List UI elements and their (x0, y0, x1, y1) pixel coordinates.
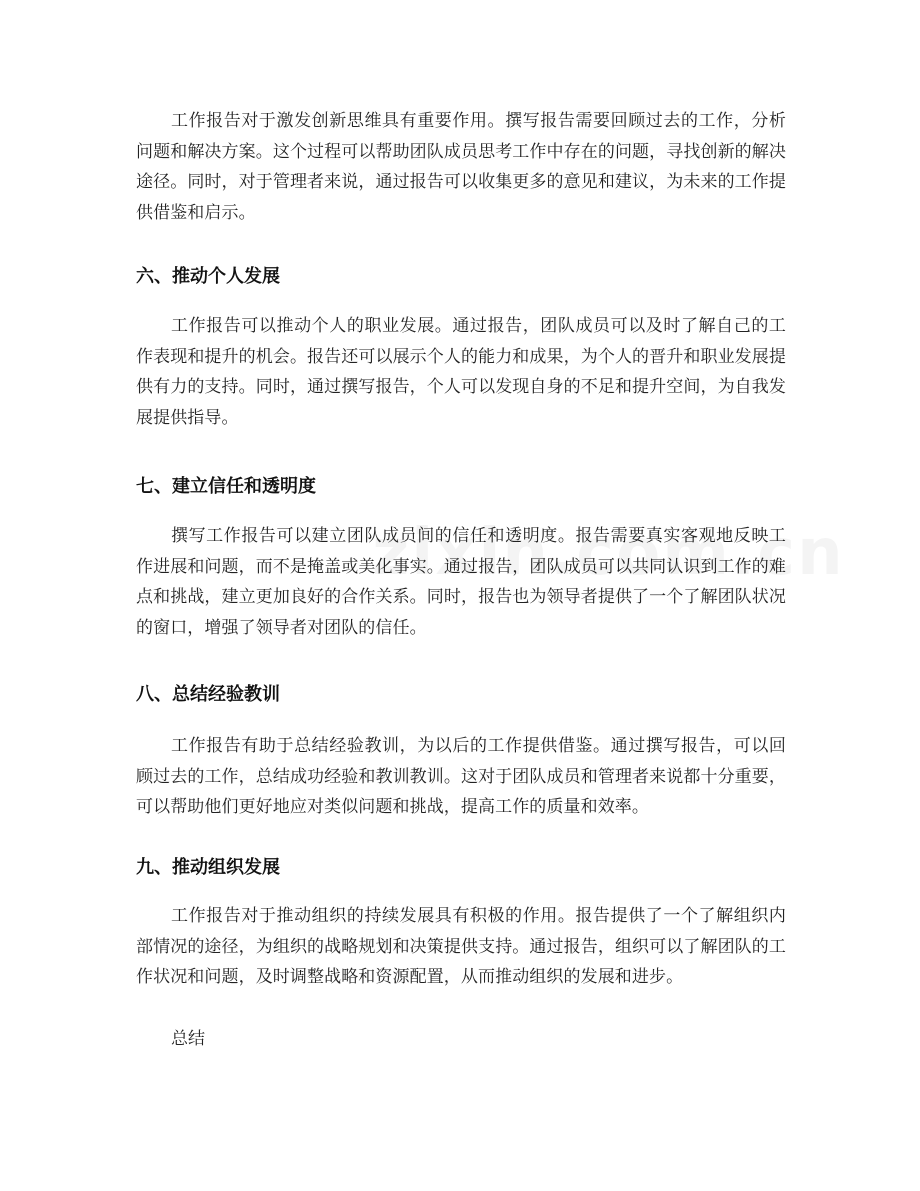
paragraph-trust-transparency: 撰写工作报告可以建立团队成员间的信任和透明度。报告需要真实客观地反映工作进展和问题，而不是掩盖或美化事实。通过报告，团队成员可以共同认识到工作的难点和挑战，建立更加良好的合作关系。同时，报告也为领导者提供了一个了解团队状况的窗口，增强了领导者对团队的信任。 (136, 526, 786, 638)
closing-summary: 总结 (171, 1029, 205, 1049)
heading-trust-transparency: 七、建立信任和透明度 (136, 476, 316, 497)
paragraph-personal-development: 工作报告可以推动个人的职业发展。通过报告，团队成员可以及时了解自己的工作表现和提升的机会。报告还可以展示个人的能力和成果，为个人的晋升和职业发展提供有力的支持。同时，通过撰写报告，个人可以发现自身的不足和提升空间，为自我发展提供指导。 (136, 316, 786, 428)
paragraph-innovation: 工作报告对于激发创新思维具有重要作用。撰写报告需要回顾过去的工作，分析问题和解决方案。这个过程可以帮助团队成员思考工作中存在的问题，寻找创新的解决途径。同时，对于管理者来说，通过报告可以收集更多的意见和建议，为未来的工作提供借鉴和启示。 (136, 111, 786, 223)
heading-organization-development: 九、推动组织发展 (136, 857, 280, 878)
heading-lessons-learned: 八、总结经验教训 (136, 684, 280, 705)
paragraph-organization-development: 工作报告对于推动组织的持续发展具有积极的作用。报告提供了一个了解组织内部情况的途径，为组织的战略规划和决策提供支持。通过报告，组织可以了解团队的工作状况和问题，及时调整战略和资源配置，从而推动组织的发展和进步。 (136, 906, 786, 987)
paragraph-lessons-learned: 工作报告有助于总结经验教训，为以后的工作提供借鉴。通过撰写报告，可以回顾过去的工作，总结成功经验和教训教训。这对于团队成员和管理者来说都十分重要，可以帮助他们更好地应对类似问题和挑战，提高工作的质量和效率。 (136, 736, 786, 817)
heading-personal-development: 六、推动个人发展 (136, 266, 280, 287)
